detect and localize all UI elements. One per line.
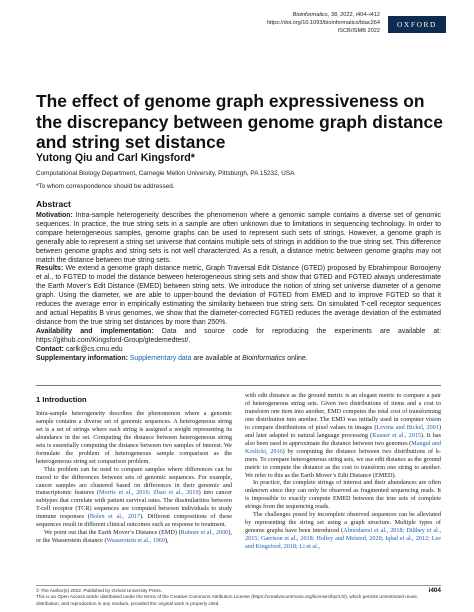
supplementary-mid: are available at <box>191 354 243 362</box>
contact-email[interactable]: carlk@cs.cmu.edu <box>63 345 123 353</box>
intro-paragraph <box>245 479 441 511</box>
journal-citation-line <box>267 11 380 19</box>
doi-link[interactable]: https://doi.org/10.1093/bioinformatics/btac264 <box>266 20 380 26</box>
intro-text: This problem can be used to compare samples where differences can be traced to the differences between sets of genomic sequences. For example, cancer samples are clustered based on differences in their genomic and transcriptomic features ( <box>36 465 232 497</box>
citation-link[interactable]: Kusner et al., 2015 <box>372 431 422 439</box>
intro-paragraph <box>245 392 441 479</box>
footer-divider <box>36 585 441 586</box>
intro-text: In practice, the complete strings of interest and their abundances are often unknown since they can only be observed as fragmented sequencing reads. It is impossible to exactly compute EMED between the true sets of complete strings from the sequencing reads. <box>245 479 441 511</box>
supplementary-journal: Bioinformatics <box>242 354 286 362</box>
intro-text: ). Different compositions of these sequences result in different clinical outcomes such as response to treatment. <box>36 513 232 529</box>
results-text: We extend a genome graph distance metric, Graph Traversal Edit Distance (GTED) proposed by Ebrahimpour Boroojeny et al., to FGTED to model the distance between heterogeneous string sets and show that GTED and FGTED always underestimate the Earth Mover’s Edit Distance (EMED) between string sets. We introduce the notion of string set universe diameter of a genome graph. Using the diameter, we are able to upper-bound the deviation of FGTED from EMED and to improve FGTED so that it reduces the average error in empirically estimating the similarity between true string sets. On simulated T-cell receptor sequences and actual Hepatitis B virus genomes, we show that the diameter-corrected FGTED reduces the average deviation of the estimated distance from the true string set distances by more than 250%. <box>36 265 441 326</box>
copyright-notice: © The Author(s) 2022. Published by Oxford University Press. <box>36 588 163 593</box>
introduction-heading: 1 Introduction <box>36 395 87 404</box>
paper-title: The effect of genome graph expressiveness on the discrepancy between genome graph distance and string set distance <box>36 91 443 152</box>
abstract-contact <box>36 346 441 355</box>
citation-link[interactable]: Rubner et al., 2000 <box>180 529 229 537</box>
intro-paragraph <box>245 511 441 551</box>
abstract-heading: Abstract <box>36 199 71 209</box>
availability-text: Data and source code for reproducing the experiments are available at: https://github.com/Kingsford-Group/gtedemedtest/. <box>36 327 441 344</box>
intro-text: with edit distance as the ground metric is an elegant metric to compare a pair of heterogeneous string sets. Given two distributions of items and a cost to transform one item into another, EMD computes the total cost of transforming one distribution into another. The EMD was initially used in computer vision to compare distributions of pixel values in images ( <box>245 392 441 431</box>
intro-text: ) into cancer subtypes that correlate with patient survival rates. The dissimilarities between T-cell receptor (TCR) sequences are computed between individuals to study immune responses ( <box>36 489 233 521</box>
abstract-divider <box>36 385 441 386</box>
abstract-motivation <box>36 212 441 265</box>
footer <box>36 588 441 607</box>
contact-label: Contact: <box>36 345 64 353</box>
abstract-supplementary <box>36 355 441 364</box>
citation-link[interactable]: Levina and Bickel, 2001 <box>376 423 439 431</box>
page-number: i404 <box>428 587 441 594</box>
correspondence-note: *To whom correspondence should be addressed. <box>36 183 175 190</box>
abstract-availability <box>36 328 441 346</box>
intro-text: ). It has also been used to approximate the distance between two genomes ( <box>245 431 441 447</box>
supplementary-data-link[interactable]: Supplementary data <box>129 354 192 362</box>
availability-label: Availability and implementation: <box>36 327 154 335</box>
journal-info <box>267 11 380 35</box>
supplementary-end: online. <box>285 354 308 362</box>
license-notice: This is an Open Access article distributed under the terms of the Creative Commons Attribution License (https://creativecommons.org/licenses/by/4.0/), which permits unrestricted reuse, distribution, and reproduction in any medium, provided the original work is properly cited. <box>36 594 419 606</box>
citation-link[interactable]: Almodaresi et al., 2018; Dilthey et al., 2015; Garrison et al., 2018; Holley and Melsted, 2020; Iqbal et al., 2012; Lee and Kingsford, 2018; Li et al., <box>245 527 441 551</box>
results-label: Results: <box>36 265 64 273</box>
oxford-logo: OXFORD <box>388 16 446 33</box>
intro-paragraph <box>36 410 232 466</box>
venue: ISCB/ISMB 2022 <box>337 28 380 34</box>
citation-link[interactable]: Mangul and Koslicki, 2016 <box>245 439 441 455</box>
motivation-text: Intra-sample heterogeneity describes the phenomenon where a genomic sample contains a diverse set of genomic sequences. In practice, the true string sets in a sample are often unknown due to limitations in sequencing technology. In order to compare heterogeneous samples, genome graphs can be used to represent such sets of strings. However, a genome graph is generally able to represent a string set universe that contains multiple sets of strings in addition to the true string set. This difference between genome graphs and string sets is not well characterized. As a result, a distance metric between genome graphs may not match the distance between true string sets. <box>36 212 441 264</box>
intro-left-column <box>36 396 232 545</box>
authors: Yutong Qiu and Carl Kingsford* <box>36 152 195 164</box>
intro-text: We point out that the Earth Mover’s Distance (EMD) ( <box>44 529 181 537</box>
intro-text: The challenges posed by incomplete observed sequences can be alleviated by representing the string set using a graph structure. Multiple types of genome graphs have been introduced ( <box>245 511 441 535</box>
journal-name: Bioinformatics <box>292 12 328 18</box>
abstract <box>36 212 441 363</box>
supplementary-label: Supplementary information: <box>36 354 128 362</box>
citation-link[interactable]: Morris et al., 2016; Zhao et al., 2019 <box>98 489 199 497</box>
journal-volume-pages: , 38, 2022, i404–i412 <box>327 12 380 18</box>
intro-paragraph <box>36 529 232 545</box>
intro-right-column <box>245 392 441 551</box>
intro-paragraph <box>36 466 232 530</box>
intro-text: ), <box>164 537 169 545</box>
intro-text: ) and later adapted to natural language processing ( <box>245 423 441 439</box>
abstract-results <box>36 265 441 327</box>
motivation-label: Motivation: <box>36 212 73 219</box>
citation-link[interactable]: Wasserstein et al., 1969 <box>106 537 165 545</box>
affiliation: Computational Biology Department, Carnegie Mellon University, Pittsburgh, PA 15232, USA <box>36 170 295 177</box>
intro-text: ), or the Wasserstein distance ( <box>36 529 232 545</box>
intro-text: ) by computing the distance between two distributions of k-mers. To compare heterogeneous string sets, we use edit distance as the ground metric to compute the distance as the cost to transform one string to another. We refer to this as the Earth Mover’s Edit Distance (EMED). <box>245 447 441 479</box>
citation-link[interactable]: Bolen et al., 2017 <box>89 513 141 521</box>
intro-text: Intra-sample heterogeneity describes the phenomenon where a genomic sample contains a diverse set of genomic sequences. A heterogeneous string set is a set of strings where each string is assigned a weight representing its abundance in the set. Computing the distance between heterogeneous string sets is essentially computing the distance between two samples of interest. We formulate the problem of heterogeneous sample comparison as the heterogeneous string set comparison problem. <box>36 409 232 465</box>
